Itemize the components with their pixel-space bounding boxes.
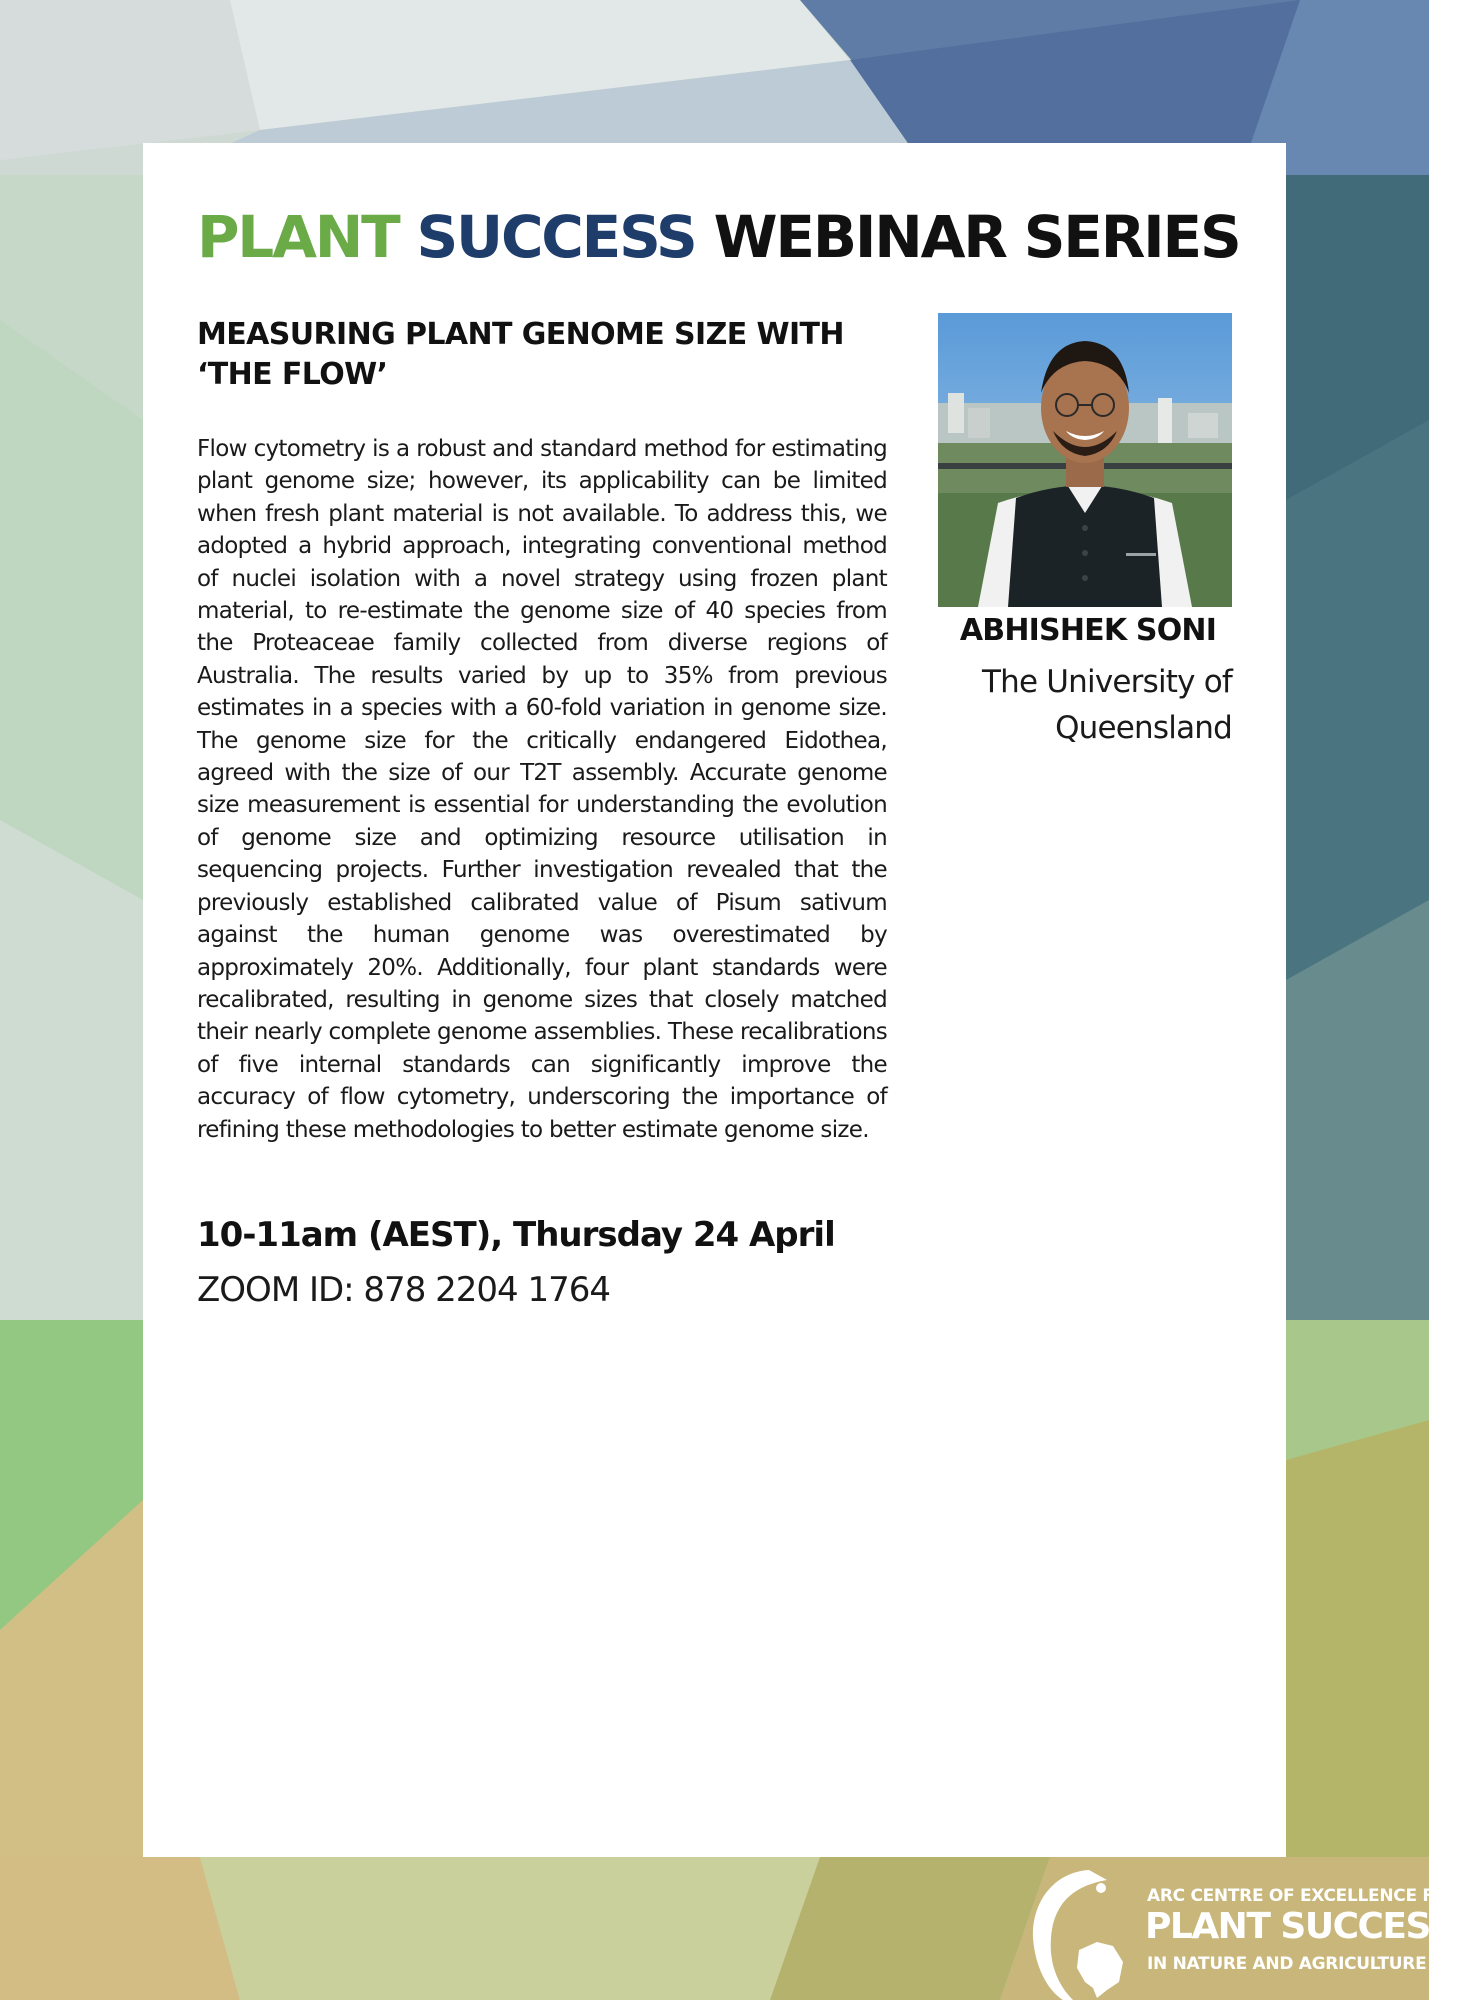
speaker-affiliation: The University of Queensland	[981, 664, 1232, 746]
talk-abstract: Flow cytometry is a robust and standard method for estimating plant genome size; however, its applicability can be limited when fresh plant material is not available. To address this, we adopted a hybrid approach, integrating conventional method of nuclei isolation with a novel strategy using frozen plant material, to re-estimate the genome size of 40 species from the Proteaceae family collected from diverse regions of Australia. The results varied by up to 35% from previous estimates in a species with a 60-fold variation in genome size. The genome size for the critically endangered Eidothea, agreed with the size of our T2T assembly. Accurate genome size measurement is essential for understanding the evolution of genome size and optimizing resource utilisation in sequencing projects. Further investigation revealed that the previously established calibrated value of Pisum sativum against the human genome was overestimated by approximately 20%. Additionally, four plant standards were recalibrated, resulting in genome sizes that closely matched their nearly complete genome assemblies. These recalibrations of five internal standards can significantly improve the accuracy of flow cytometry, underscoring the importance of refining these methodologies to better estimate genome size.	[197, 436, 887, 1143]
logo-line-1: ARC CENTRE OF EXCELLENCE FOR	[1147, 1886, 1461, 1906]
logo-line-2: PLANT SUCCESS	[1145, 1906, 1453, 1947]
arc-centre-logo	[1027, 1866, 1461, 2000]
speaker-name: ABHISHEK SONI	[959, 613, 1217, 648]
speaker-photo	[938, 313, 1232, 607]
talk-title: MEASURING PLANT GENOME SIZE WITH ‘THE FLOW’	[197, 317, 844, 392]
event-datetime: 10-11am (AEST), Thursday 24 April	[197, 1215, 835, 1255]
zoom-id: ZOOM ID: 878 2204 1764	[197, 1270, 610, 1310]
series-title	[197, 203, 1240, 271]
title-webinar-series: WEBINAR SERIES	[713, 203, 1240, 271]
content-card	[143, 143, 1286, 1857]
plant-success-emblem-icon	[1027, 1866, 1137, 2000]
title-plant: PLANT	[197, 203, 399, 271]
title-success: SUCCESS	[416, 203, 696, 271]
logo-line-3: IN NATURE AND AGRICULTURE	[1147, 1954, 1427, 1974]
